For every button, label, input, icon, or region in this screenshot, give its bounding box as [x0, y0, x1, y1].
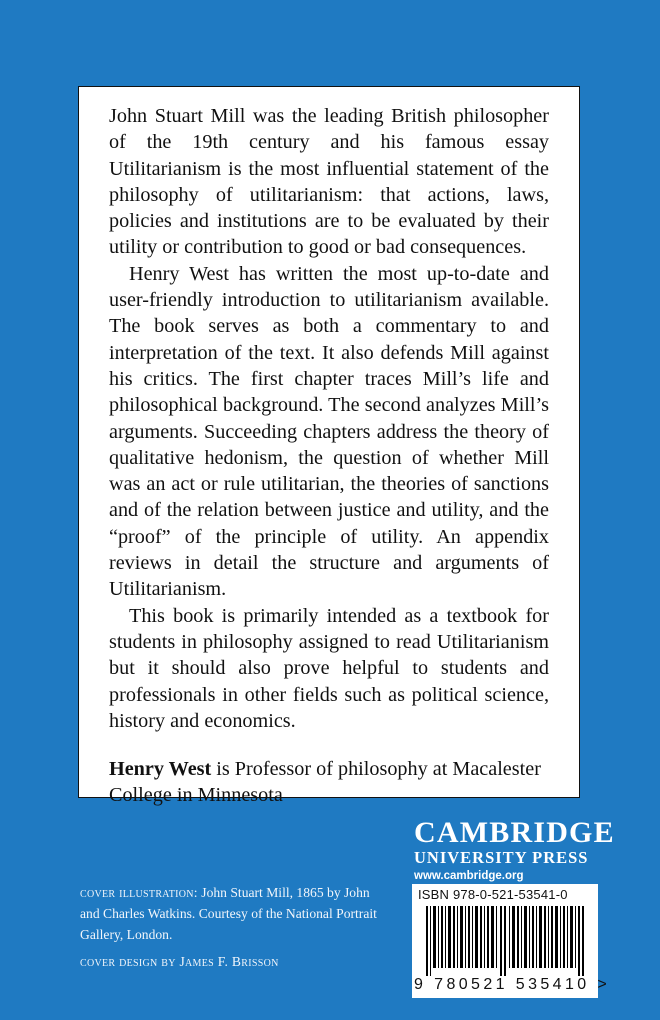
- illustration-credit: [80, 882, 380, 945]
- author-bio-text: is Professor of philosophy at Macalester College in Minnesota: [109, 758, 541, 807]
- illustration-label: cover illustration:: [80, 885, 198, 900]
- design-credit: cover design by James F. Brisson: [80, 954, 279, 969]
- publisher-url: www.cambridge.org: [414, 870, 524, 882]
- blurb-text: [109, 103, 549, 734]
- publisher-subtitle: UNIVERSITY PRESS: [414, 848, 589, 867]
- isbn-barcode: [412, 884, 611, 998]
- publisher-name: CAMBRIDGE: [414, 816, 615, 849]
- publisher-logo: [414, 816, 615, 884]
- author-name: Henry West: [109, 758, 212, 781]
- blurb-panel: [78, 86, 580, 807]
- author-bio: [109, 756, 549, 809]
- barcode-bars: [418, 906, 592, 976]
- isbn-label: ISBN 978-0-521-53541-0: [418, 887, 568, 902]
- blurb-paragraph: John Stuart Mill was the leading British philosopher of the 19th century and his famous essay Utilitarianism is the most influential statement of the philosophy of utilitarianism: that actions, laws, policies and institutions are to be evaluated by their utility or contribution to good or bad consequences.: [109, 105, 549, 259]
- cover-credits: [80, 882, 380, 972]
- illustration-text: John Stuart Mill, 1865 by John and Charles Watkins. Courtesy of the National Portrait Gallery, London.: [80, 885, 377, 942]
- blurb-paragraph: This book is primarily intended as a textbook for students in philosophy assigned to read Utilitarianism but it should also prove helpful to students and professionals in other fields such as political science, history and economics.: [109, 604, 549, 732]
- blurb-paragraph: Henry West has written the most up-to-date and user-friendly introduction to utilitarianism available. The book serves as both a commentary to and interpretation of the text. It also defends Mill against his critics. The first chapter traces Mill’s life and philosophical background. The second analyzes Mill’s arguments. Succeeding chapters address the theory of qualitative hedonism, the question of whether Mill was an act or rule utilitarian, the theories of sanctions and of the relation between justice and utility, and the “proof” of the principle of utility. An appendix reviews in detail the structure and arguments of Utilitarianism.: [109, 262, 549, 601]
- barcode-digits: 9 780521 535410 >: [414, 976, 611, 993]
